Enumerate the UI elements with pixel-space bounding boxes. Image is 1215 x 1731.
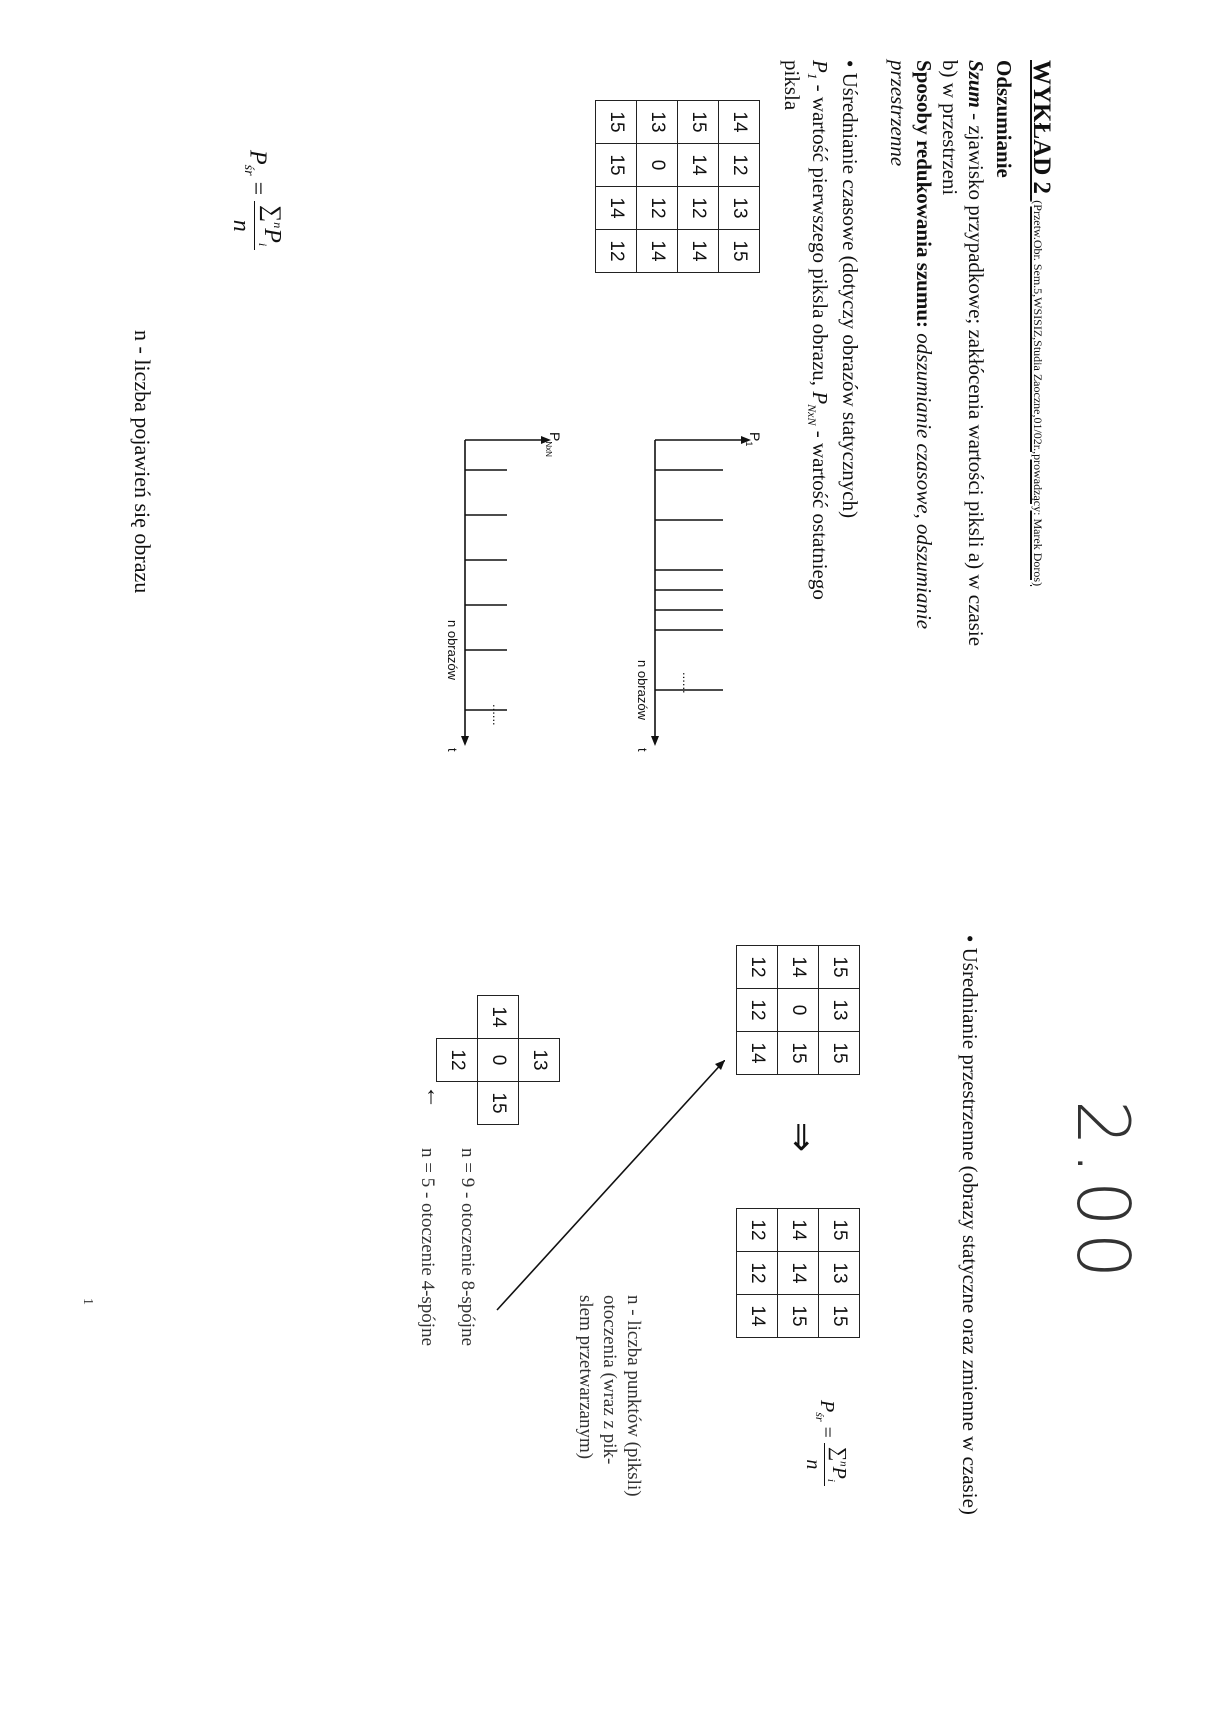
cross-empty — [437, 996, 478, 1039]
temporal-grid-cell: 13 — [637, 101, 678, 144]
spatial-before-cell: 14 — [778, 946, 819, 989]
spatial-before-cell: 0 — [778, 989, 819, 1032]
cross-cell: 0 — [478, 1039, 519, 1082]
spatial-formula-fraction — [801, 1443, 850, 1486]
spatial-after-cell: 14 — [778, 1209, 819, 1252]
formula-p: P — [259, 228, 285, 243]
implies-arrow-icon: ⇒ — [782, 1122, 822, 1153]
spatial-after-cell: 12 — [737, 1209, 778, 1252]
methods-label: Sposoby redukowania szumu: — [912, 60, 936, 329]
temporal-grid-cell: 13 — [719, 187, 760, 230]
chart2-ylabel — [544, 432, 563, 457]
methods-line-2: przestrzenne — [886, 60, 910, 167]
spatial-formula-sum-icon: ∑ — [828, 1446, 850, 1462]
formula-denominator: n — [228, 219, 255, 232]
spatial-grid-after — [736, 1208, 860, 1338]
spatial-after-cell: 14 — [737, 1295, 778, 1338]
temporal-desc — [799, 60, 833, 600]
cross-cell: 15 — [478, 1082, 519, 1125]
spatial-grid-before — [736, 945, 860, 1075]
noise-term: Szum — [964, 60, 988, 108]
temporal-grid-cell: 14 — [678, 230, 719, 273]
chart1-bars — [655, 470, 723, 690]
pnxn-text: - wartość ostatniego — [808, 425, 832, 600]
noise-definition-2: b) w przestrzeni — [938, 60, 962, 196]
formula-fraction — [227, 201, 285, 250]
temporal-grid-row — [719, 101, 760, 273]
spatial-formula-i: i — [825, 1478, 837, 1482]
spatial-before-cell: 15 — [778, 1032, 819, 1075]
chart1-arrow-right-icon — [651, 736, 659, 746]
spatial-n-def1: n - liczba punktów (piksli) — [623, 1295, 644, 1497]
page-number: 1 — [80, 1298, 95, 1305]
cross-cell: 12 — [437, 1039, 478, 1082]
chart2-ylabel-sub: NxN — [544, 441, 554, 457]
spatial-before-cell: 12 — [737, 989, 778, 1032]
temporal-grid-cell: 15 — [596, 101, 637, 144]
spatial-after-cell: 15 — [778, 1295, 819, 1338]
left-arrow-icon: ← — [421, 1085, 447, 1109]
spatial-after-cell: 15 — [819, 1295, 860, 1338]
spatial-after-row — [737, 1209, 778, 1338]
spatial-formula-lhs: P — [815, 1400, 838, 1413]
n5-text: n = 5 - otoczenie 4-spójne — [417, 1148, 438, 1347]
p1-label: P — [808, 60, 832, 73]
formula-eq: = — [244, 175, 271, 202]
lecture-title — [1027, 60, 1055, 586]
chart1-xlabel: n obrazów — [635, 660, 650, 720]
spatial-before-cell: 13 — [819, 989, 860, 1032]
n9-text: n = 9 - otoczenie 8-spójne — [457, 1148, 478, 1347]
cross-cell: 14 — [478, 996, 519, 1039]
spatial-formula-eq: = — [815, 1421, 838, 1443]
p1-sub: 1 — [804, 72, 820, 80]
chart1-tlabel: t — [635, 748, 650, 752]
spatial-n-def3: slem przetwarzanym) — [575, 1295, 596, 1460]
temporal-grid-cell: 0 — [637, 144, 678, 187]
spatial-before-cell: 15 — [819, 1032, 860, 1075]
formula-top: n — [271, 222, 285, 229]
section-heading: Odszumianie — [992, 60, 1016, 178]
spatial-before-cell: 12 — [737, 946, 778, 989]
spatial-formula — [801, 1400, 850, 1486]
noise-definition — [963, 60, 989, 646]
methods-line — [911, 60, 937, 629]
cross-cell: 13 — [519, 1039, 560, 1082]
temporal-grid-cell: 15 — [596, 144, 637, 187]
connector-line — [485, 1060, 725, 1320]
spatial-formula-p: P — [828, 1466, 850, 1479]
temporal-n-definition: n - liczba pojawień się obrazu — [130, 330, 155, 594]
formula-sum-icon: ∑ — [259, 205, 285, 223]
spatial-before-row — [737, 946, 778, 1075]
temporal-grid-cell: 12 — [678, 187, 719, 230]
spatial-after-cell: 13 — [819, 1252, 860, 1295]
temporal-grid-row — [678, 101, 719, 273]
spatial-formula-top: n — [837, 1461, 850, 1467]
spatial-bullet: • Uśrednianie przestrzenne (obrazy statyczne oraz zmienne w czasie) — [958, 935, 982, 1515]
spatial-formula-numerator — [824, 1443, 850, 1486]
formula-numerator — [254, 201, 285, 250]
temporal-grid-cell: 15 — [678, 101, 719, 144]
temporal-pixel-grid — [595, 100, 760, 273]
temporal-grid-cell: 12 — [719, 144, 760, 187]
temporal-bullet: • Uśrednianie czasowe (dotyczy obrazów statycznych) — [838, 60, 862, 519]
p1-text: - wartość pierwszego piksla obrazu, — [808, 79, 832, 392]
handwritten-mark: 2.00 — [1061, 1100, 1145, 1285]
formula-sub: śr — [240, 164, 256, 176]
methods-value: odszumianie czasowe, odszumianie — [912, 328, 936, 630]
temporal-grid-row — [596, 101, 637, 273]
chart2-ylabel-text: P — [547, 432, 563, 442]
temporal-time-charts — [345, 420, 765, 780]
spatial-before-cell: 14 — [737, 1032, 778, 1075]
temporal-grid-cell: 14 — [678, 144, 719, 187]
spatial-formula-sub: śr — [812, 1412, 827, 1422]
spatial-before-row — [819, 946, 860, 1075]
spatial-after-cell: 14 — [778, 1252, 819, 1295]
spatial-after-cell: 12 — [737, 1252, 778, 1295]
formula-lhs: P — [244, 150, 271, 165]
temporal-desc-2: piksla — [780, 60, 804, 111]
temporal-grid-row — [637, 101, 678, 273]
title-text: WYKŁAD 2 — [1028, 60, 1055, 195]
spatial-after-row — [778, 1209, 819, 1338]
chart1-ylabel — [744, 432, 763, 446]
chart1-ylabel-sub: 1 — [744, 441, 755, 447]
spatial-n-def2: otoczenia (wraz z pik- — [599, 1295, 620, 1465]
chart2-arrow-right-icon — [461, 736, 469, 746]
pnxn-sub: NxN — [804, 404, 819, 426]
noise-def: - zjawisko przypadkowe; zakłócenia wartości piksli a) w czasie — [964, 107, 988, 647]
chart2-xlabel: n obrazów — [445, 620, 460, 680]
temporal-grid-cell: 15 — [719, 230, 760, 273]
spatial-before-row — [778, 946, 819, 1075]
chart2-tlabel: t — [445, 748, 460, 752]
temporal-grid-cell: 14 — [637, 230, 678, 273]
chart1-dots: ...... — [680, 672, 695, 694]
subtitle-text: (Przetw.Obr. Sem.5,WSISIZ,Studia Zaoczne,01/02r.,prowadzący: Marek Doros) — [1031, 200, 1045, 587]
spatial-formula-denominator: n — [802, 1459, 824, 1470]
chart1-ylabel-text: P — [747, 432, 763, 442]
temporal-grid-cell: 12 — [596, 230, 637, 273]
temporal-formula — [227, 150, 285, 250]
chart2-bars — [465, 470, 507, 710]
spatial-before-cell: 15 — [819, 946, 860, 989]
cross-empty — [519, 996, 560, 1039]
spatial-after-row — [819, 1209, 860, 1338]
temporal-grid-cell: 12 — [637, 187, 678, 230]
chart2-dots: ...... — [490, 704, 505, 726]
spatial-n-definition — [573, 1295, 645, 1497]
pnxn-label: P — [808, 391, 832, 405]
temporal-grid-cell: 14 — [596, 187, 637, 230]
spatial-after-cell: 15 — [819, 1209, 860, 1252]
formula-i: i — [256, 242, 271, 247]
temporal-grid-cell: 14 — [719, 101, 760, 144]
